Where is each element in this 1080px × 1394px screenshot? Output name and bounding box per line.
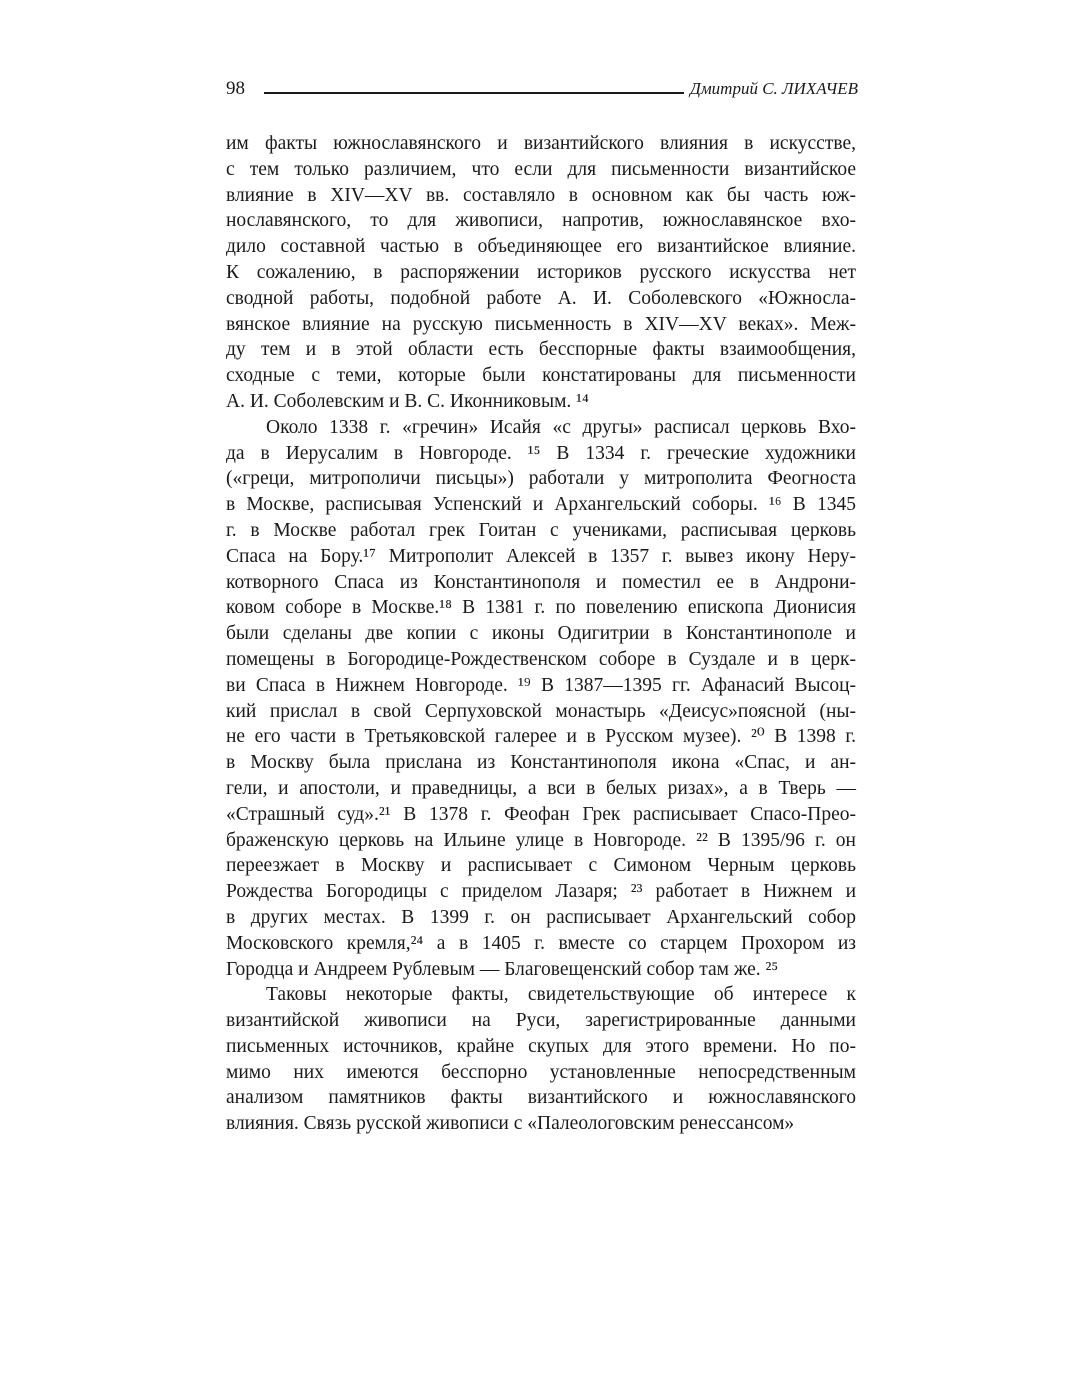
- text-line: сходные с теми, которые были констатированы для письменности: [226, 365, 856, 387]
- text-line: ду тем и в этой области есть бесспорные факты взаимообщения,: [226, 339, 856, 361]
- text-line: Около 1338 г. «гречин» Исайя «с другы» расписал церковь Вхо-: [266, 416, 856, 438]
- text-line: письменных источников, крайне скупых для этого времени. Но по-: [226, 1035, 856, 1057]
- text-line: «Страшный суд».²¹ В 1378 г. Феофан Грек расписывает Спасо-Прео-: [226, 803, 856, 825]
- paragraph: [226, 982, 856, 1137]
- text-line: дило составной частью в объединяющее его византийское влияние.: [226, 236, 856, 258]
- text-line: мимо них имеются бесспорно установленные непосредственным: [226, 1061, 856, 1083]
- running-header-author: Дмитрий С. ЛИХАЧЕВ: [690, 79, 858, 98]
- text-line: браженскую церковь на Ильине улице в Новгороде. ²² В 1395/96 г. он: [226, 829, 856, 851]
- text-line: влияние в XIV—XV вв. составляло в основном как бы часть юж-: [226, 184, 856, 206]
- text-line: г. в Москве работал грек Гоитан с учениками, расписывая церковь: [226, 519, 856, 541]
- text-line: котворного Спаса из Константинополя и поместил ее в Андрони-: [226, 571, 856, 593]
- text-line: помещены в Богородице-Рождественском соборе в Суздале и в церк-: [226, 648, 856, 670]
- text-line: были сделаны две копии с иконы Одигитрии в Константинополе и: [226, 623, 856, 645]
- text-line: анализом памятников факты византийского и южнославянского: [226, 1087, 856, 1109]
- text-line: да в Иерусалим в Новгороде. ¹⁵ В 1334 г. греческие художники: [226, 442, 856, 464]
- text-line: кий прислал в свой Серпуховской монастырь «Деисус»поясной (ны-: [226, 700, 856, 722]
- text-line: с тем только различием, что если для письменности византийское: [226, 158, 856, 180]
- text-line: нославянского, то для живописи, напротив, южнославянское вхо-: [226, 210, 856, 232]
- text-line: влияния. Связь русской живописи с «Палеологовским ренессансом»: [226, 1113, 795, 1135]
- page-number: 98: [226, 78, 245, 99]
- paragraph: [226, 415, 856, 983]
- text-line: переезжает в Москву и расписывает с Симоном Черным церковь: [226, 855, 856, 877]
- text-line: ковом соборе в Москве.¹⁸ В 1381 г. по повелению епископа Дионисия: [226, 597, 856, 619]
- text-line: не его части в Третьяковской галерее и в Русском музее). ²⁰ В 1398 г.: [226, 726, 856, 748]
- header-rule: [264, 92, 684, 94]
- text-line: («греци, митрополичи письцы») работали у митрополита Феогноста: [226, 468, 856, 490]
- text-line: в других местах. В 1399 г. он расписывает Архангельский собор: [226, 906, 856, 928]
- text-line: гели, и апостоли, и праведницы, а вси в белых ризах», а в Тверь —: [226, 777, 856, 799]
- text-line: ви Спаса в Нижнем Новгороде. ¹⁹ В 1387—1395 гг. Афанасий Высоц-: [226, 674, 856, 696]
- running-header: [226, 76, 858, 102]
- text-line: А. И. Соболевским и В. С. Иконниковым. ¹⁴: [226, 390, 589, 412]
- text-line: сводной работы, подобной работе А. И. Соболевского «Южносла-: [226, 287, 856, 309]
- text-line: в Москве, расписывая Успенский и Архангельский соборы. ¹⁶ В 1345: [226, 494, 856, 516]
- text-line: им факты южнославянского и византийского влияния в искусстве,: [226, 133, 856, 154]
- text-line: Таковы некоторые факты, свидетельствующие об интересе к: [266, 984, 856, 1006]
- text-line: византийской живописи на Руси, зарегистрированные данными: [226, 1010, 856, 1032]
- text-line: в Москву была прислана из Константинополя икона «Спас, и ан-: [226, 752, 856, 774]
- body-text: [226, 131, 856, 1137]
- text-line: Московского кремля,²⁴ а в 1405 г. вместе со старцем Прохором из: [226, 932, 856, 954]
- text-line: вянское влияние на русскую письменность в XIV—XV веках». Меж-: [226, 313, 856, 335]
- text-line: Городца и Андреем Рублевым — Благовещенский собор там же. ²⁵: [226, 958, 779, 980]
- text-line: Рождества Богородицы с приделом Лазаря; ²³ работает в Нижнем и: [226, 881, 856, 903]
- paragraph: [226, 131, 856, 415]
- text-line: К сожалению, в распоряжении историков русского искусства нет: [226, 261, 856, 283]
- text-line: Спаса на Бору.¹⁷ Митрополит Алексей в 1357 г. вывез икону Неру-: [226, 545, 856, 567]
